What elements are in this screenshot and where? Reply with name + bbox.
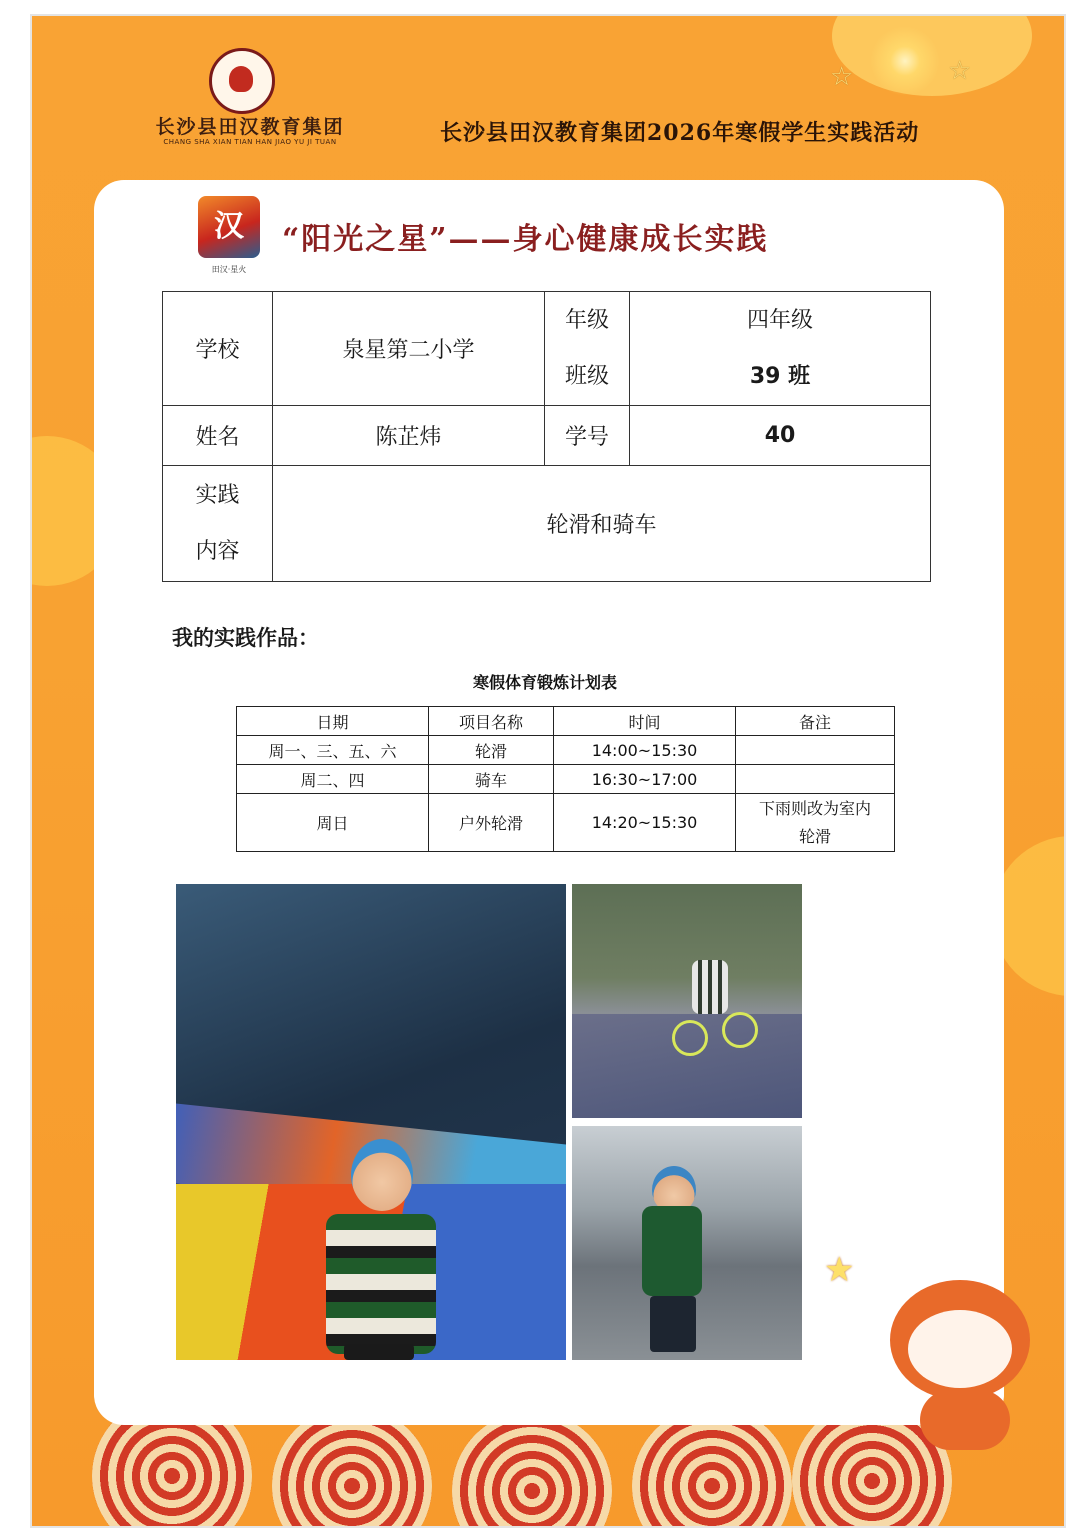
plan-header-item: 项目名称 (429, 707, 554, 736)
content-value: 轮滑和骑车 (273, 466, 931, 582)
mascot-face (908, 1310, 1012, 1388)
plan-title: 寒假体育锻炼计划表 (472, 673, 617, 692)
group-name: 长沙县田汉教育集团 (155, 116, 345, 138)
child-striped-sweater (326, 1214, 436, 1354)
plan-cell-time: 14:20~15:30 (554, 794, 736, 852)
plan-cell-time: 16:30~17:00 (554, 765, 736, 794)
cycling-photo (572, 884, 802, 1118)
exercise-plan-table (236, 706, 895, 852)
school-value: 泉星第二小学 (273, 292, 545, 406)
outdoor-skating-photo (572, 1126, 802, 1360)
plan-cell-date: 周二、四 (237, 765, 429, 794)
school-label: 学校 (163, 292, 273, 406)
theme-title: “阳光之星”——身心健康成长实践 (282, 222, 769, 257)
plan-header-note: 备注 (736, 707, 895, 736)
student-no-value: 40 (630, 406, 931, 466)
mascot-icon (870, 1240, 1050, 1450)
content-label-line1: 实践 (195, 482, 240, 508)
wand-star-icon: ★ (824, 1250, 855, 1290)
rink-skating-photo (176, 884, 566, 1360)
child-skates (344, 1344, 414, 1360)
plan-cell-item: 骑车 (429, 765, 554, 794)
plan-header-time: 时间 (554, 707, 736, 736)
class-value: 39 班 (749, 363, 811, 389)
table-row (237, 765, 895, 794)
plan-note-line2: 轮滑 (798, 826, 831, 846)
works-label: 我的实践作品： (172, 626, 319, 650)
student-info-table (162, 291, 931, 582)
star-icon: ☆ (948, 56, 972, 86)
group-logo-icon (209, 48, 275, 114)
han-logo-char: 汉 (214, 209, 244, 244)
table-row (237, 736, 895, 765)
content-label-line2: 内容 (195, 538, 240, 564)
plan-cell-date: 周日 (237, 794, 429, 852)
group-pinyin: CHANG SHA XIAN TIAN HAN JIAO YU JI TUAN (163, 138, 337, 146)
table-row (237, 794, 895, 852)
plan-cell-note (736, 765, 895, 794)
name-value: 陈芷炜 (273, 406, 545, 466)
firework-icon (870, 26, 940, 96)
plan-cell-note (736, 794, 895, 852)
name-label: 姓名 (163, 406, 273, 466)
bike-wheel (722, 1012, 758, 1048)
decor-scallop (452, 1411, 612, 1528)
grade-value: 四年级 (746, 307, 813, 333)
child-helmet-head (351, 1139, 413, 1211)
plan-cell-item: 轮滑 (429, 736, 554, 765)
plan-cell-time: 14:00~15:30 (554, 736, 736, 765)
plan-cell-date: 周一、三、五、六 (237, 736, 429, 765)
class-label: 班级 (564, 363, 609, 389)
content-label (163, 466, 273, 582)
child-rider (692, 960, 728, 1014)
activity-title: 长沙县田汉教育集团2026年寒假学生实践活动 (440, 120, 920, 146)
grade-class-values (630, 292, 931, 406)
grade-class-labels (545, 292, 630, 406)
star-icon: ☆ (830, 62, 854, 92)
plan-note-line1: 下雨则改为室内 (758, 798, 871, 818)
child-green-jacket (642, 1206, 702, 1296)
plan-cell-item: 户外轮滑 (429, 794, 554, 852)
plan-header-date: 日期 (237, 707, 429, 736)
child-legs (650, 1296, 696, 1352)
student-no-label: 学号 (545, 406, 630, 466)
han-logo-caption: 田汉·星火 (211, 265, 247, 274)
grade-label: 年级 (564, 307, 609, 333)
plan-cell-note (736, 736, 895, 765)
bike-wheel (672, 1020, 708, 1056)
